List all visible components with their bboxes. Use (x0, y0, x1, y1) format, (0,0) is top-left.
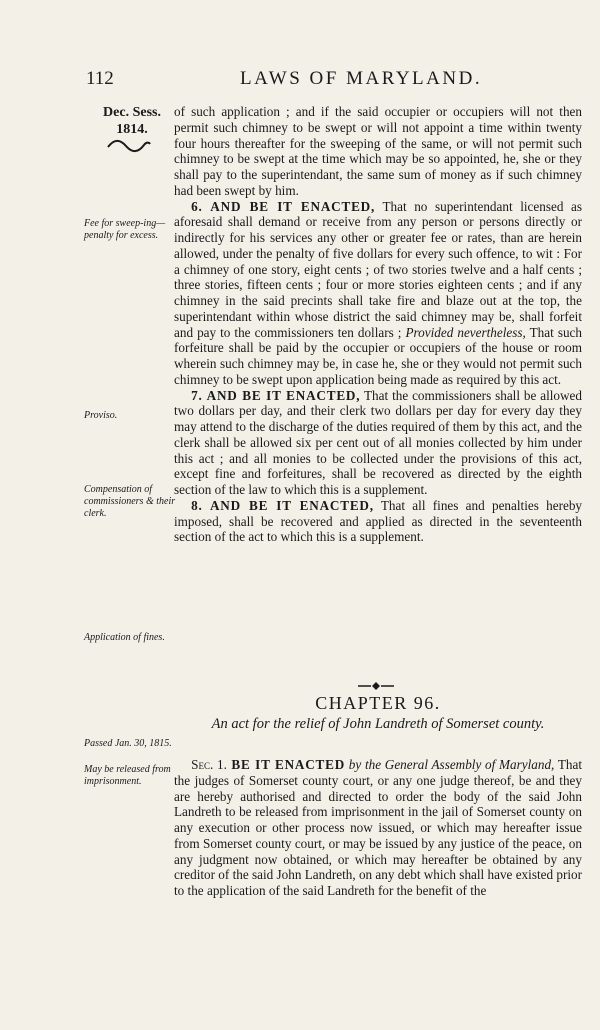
chapter-subtitle: An act for the relief of John Landreth of Somerset county. (211, 716, 545, 732)
margin-note-compensation: Compensation of commissioners & their clerk. (84, 484, 176, 519)
section-6-text-a: That no superintendant licensed as aforesaid shall demand or receive from any person or persons directly or indirectly for his services any other or greater fee or rates, than are herein allowed, under the penalty of five dollars for every such offence, to wit : For a chimney of one story, eight cents ; of two stories twelve and a half cents ; three stories, fifteen cents ; four or more stories eighteen cents ; and if any chimney in the said precints shall take fire and blaze out at the top, the superintendant within whose district the said chimney may be, shall forfeit and pay to the commissioners ten dollars ; (174, 198, 582, 340)
section-8-enacting-clause: 8. AND BE IT ENACTED, (191, 497, 374, 513)
paragraph-chapter-96-section-1 (174, 757, 582, 899)
margin-session-label: Dec. Sess. (103, 105, 161, 120)
paragraph-section-6 (174, 199, 582, 388)
margin-session-date (84, 104, 180, 138)
main-text-block (174, 104, 582, 545)
section-8-text: That all fines and penalties hereby imposed, shall be recovered and applied as directed in the seventeenth section of the act to which this is a supplement. (174, 497, 583, 545)
section-7-text: That the commissioners shall be allowed two dollars per day, and their clerk two dollars per day for every day they may attend to the discharge of the duties required of them by this act, and the clerk shall be allowed six per cent out of all monies collected by him under this act ; and all monies to be collected under the provisions of this act, except fine and forfeitures, shall be recovered as directed by the eighth section of the law to which this is a supplement. (174, 387, 582, 497)
section-1-authority: by the General Assembly of Maryland, (345, 757, 555, 772)
section-1-enacting-clause: BE IT ENACTED (226, 757, 346, 772)
running-head: LAWS OF MARYLAND. (240, 68, 483, 89)
margin-note-fees: Fee for sweep-ing—penalty for excess. (84, 218, 166, 241)
paragraph-section-7 (174, 388, 582, 498)
swash-ornament-icon (106, 138, 152, 154)
chapter-heading (174, 693, 582, 714)
paragraph-section-8 (174, 498, 582, 545)
chapter-title: CHAPTER 96. (315, 693, 441, 713)
margin-note-released: May be released from imprisonment. (84, 764, 171, 787)
margin-note-application: Application of fines. (84, 632, 165, 643)
page-header (86, 68, 586, 92)
section-6-text-b: That such forfeiture shall be paid by the occupier or occupiers of the house or room wherein such chimney may be, in case he, she or they would not permit such chimney to be swept upon application being made as required by this act. (174, 324, 582, 387)
margin-session-year: 1814. (116, 122, 148, 137)
margin-note-proviso: Proviso. (84, 410, 118, 421)
section-6-proviso: Provided nevertheless, (405, 324, 526, 340)
page-number: 112 (86, 68, 114, 89)
chapter-96-text-block (174, 757, 582, 899)
section-6-enacting-clause: 6. AND BE IT ENACTED, (191, 198, 376, 214)
section-1-label: Sec. 1. (191, 757, 227, 772)
margin-note-passed: Passed Jan. 30, 1815. (84, 738, 172, 749)
section-1-text: That the judges of Somerset county court, or any one judge thereof, be and they are hereby authorised and directed to order the body of the said John Landreth to be released from imprisonment in the jail of Somerset county on any execution or other process now issued, or which may hereafter issue from Somerset county court, or may be issued by any justice of the peace, on any judgment now obtained, or which may hereafter be obtained by any creditor of the said John Landreth, on any debt which shall have existed prior to the application of the said Landreth for the benefit of the (174, 757, 582, 898)
paragraph-continuation: of such application ; and if the said occupier or occupiers will not then permit such chimney to be swept or will not appoint a time within twenty four hours thereafter for the sweeping of the same, or will not permit such chimney to be swept at the time which may be so appointed, he, she or they shall pay to the superintendant, the same sum of money as if such chimney had been swept by him. (174, 104, 582, 198)
chapter-ornament-icon (356, 681, 396, 691)
section-7-enacting-clause: 7. AND BE IT ENACTED, (191, 387, 361, 403)
